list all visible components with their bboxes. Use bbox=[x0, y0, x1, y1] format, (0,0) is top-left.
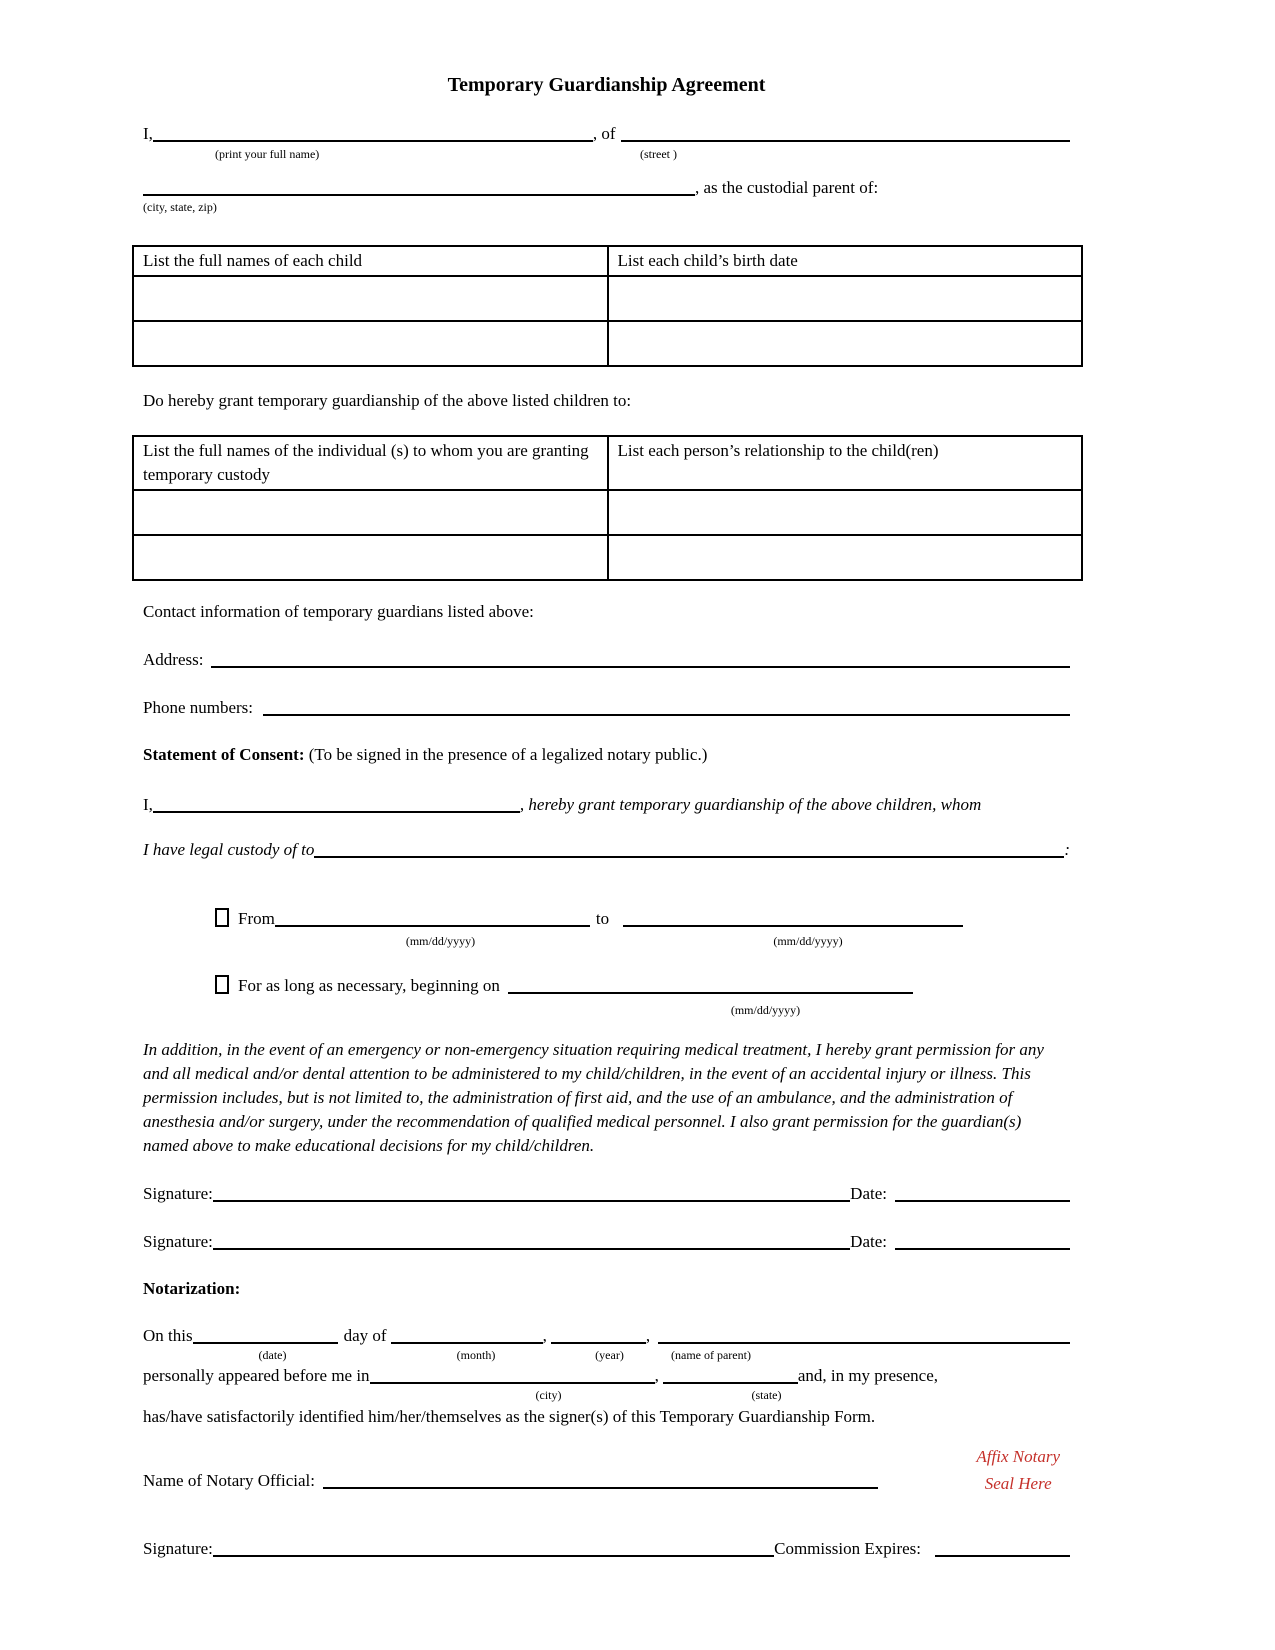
from-label: From bbox=[238, 909, 275, 928]
address-label: Address: bbox=[143, 650, 204, 669]
notarization-heading: Notarization: bbox=[143, 1279, 241, 1298]
signature-date-field[interactable] bbox=[895, 1198, 1070, 1202]
street-hint: (street ) bbox=[640, 147, 677, 161]
notary-city-field[interactable] bbox=[370, 1380, 655, 1384]
notary-year-hint: (year) bbox=[595, 1348, 624, 1362]
comma-separator: , bbox=[654, 1366, 659, 1385]
notary-state-field[interactable] bbox=[663, 1380, 798, 1384]
notary-city-hint: (city) bbox=[535, 1388, 562, 1402]
signature-field[interactable] bbox=[213, 1198, 850, 1202]
child-name-cell[interactable] bbox=[133, 321, 608, 366]
comma-separator: , bbox=[542, 1326, 547, 1345]
page-title: Temporary Guardianship Agreement bbox=[447, 74, 766, 96]
signature-field[interactable] bbox=[213, 1246, 850, 1250]
children-table-header-birthdates: List each child’s birth date bbox=[608, 246, 1083, 276]
intro-of-label: , of bbox=[592, 124, 616, 143]
guardian-name-cell[interactable] bbox=[133, 535, 608, 580]
duration-label: For as long as necessary, beginning on bbox=[238, 976, 500, 995]
presence-label: and, in my presence, bbox=[797, 1366, 939, 1385]
consent-name-field[interactable] bbox=[153, 809, 520, 813]
to-label: to bbox=[595, 909, 610, 928]
guardians-table bbox=[132, 435, 1083, 581]
notary-seal-note bbox=[976, 1443, 1060, 1497]
city-state-zip-hint: (city, state, zip) bbox=[143, 200, 217, 214]
parent-name-field[interactable] bbox=[153, 138, 593, 142]
child-birthdate-cell[interactable] bbox=[608, 276, 1083, 321]
grant-statement: Do hereby grant temporary guardianship of the above listed children to: bbox=[143, 391, 632, 410]
notary-date-hint: (date) bbox=[258, 1348, 287, 1362]
notary-name-field[interactable] bbox=[323, 1485, 878, 1489]
notary-parent-name-hint: (name of parent) bbox=[671, 1348, 751, 1362]
to-date-field[interactable] bbox=[623, 923, 963, 927]
guardian-relationship-cell[interactable] bbox=[608, 490, 1083, 535]
consent-heading-note: (To be signed in the presence of a legalized notary public.) bbox=[304, 745, 708, 764]
notary-month-field[interactable] bbox=[391, 1340, 543, 1344]
children-table bbox=[132, 245, 1083, 367]
on-this-label: On this bbox=[143, 1326, 193, 1345]
commission-expires-field[interactable] bbox=[935, 1553, 1070, 1557]
from-date-field[interactable] bbox=[275, 923, 590, 927]
from-date-hint: (mm/dd/yyyy) bbox=[405, 934, 476, 948]
phone-label: Phone numbers: bbox=[143, 698, 254, 717]
phone-field[interactable] bbox=[263, 712, 1070, 716]
notary-parent-name-field[interactable] bbox=[658, 1340, 1070, 1344]
consent-heading: Statement of Consent: bbox=[143, 745, 305, 764]
custody-colon: : bbox=[1064, 840, 1070, 859]
custody-text: I have legal custody of to bbox=[143, 840, 315, 859]
notary-name-label: Name of Notary Official: bbox=[143, 1471, 315, 1490]
consent-grant-text: , hereby grant temporary guardianship of the above children, whom bbox=[519, 795, 982, 814]
guardians-table-header-relationship: List each person’s relationship to the child(ren) bbox=[608, 436, 1083, 490]
child-birthdate-cell[interactable] bbox=[608, 321, 1083, 366]
notary-seal-line2: Seal Here bbox=[984, 1474, 1052, 1493]
notary-month-hint: (month) bbox=[456, 1348, 496, 1362]
appeared-label: personally appeared before me in bbox=[143, 1366, 370, 1385]
contact-heading: Contact information of temporary guardians listed above: bbox=[143, 602, 534, 621]
custody-guardians-field[interactable] bbox=[314, 854, 1064, 858]
notary-date-field[interactable] bbox=[193, 1340, 338, 1344]
parent-name-hint: (print your full name) bbox=[215, 147, 320, 161]
date-label: Date: bbox=[850, 1184, 887, 1203]
guardian-name-cell[interactable] bbox=[133, 490, 608, 535]
signature-date-field[interactable] bbox=[895, 1246, 1070, 1250]
guardians-table-header-names: List the full names of the individual (s) to whom you are granting temporary custody bbox=[133, 436, 608, 490]
commission-expires-label: Commission Expires: bbox=[774, 1539, 921, 1558]
comma-separator: , bbox=[645, 1326, 651, 1345]
city-state-zip-field[interactable] bbox=[143, 192, 695, 196]
custodial-parent-label: , as the custodial parent of: bbox=[695, 178, 879, 197]
notary-signature-label: Signature: bbox=[143, 1539, 213, 1558]
beginning-date-field[interactable] bbox=[508, 990, 913, 994]
to-date-hint: (mm/dd/yyyy) bbox=[773, 934, 843, 948]
guardian-relationship-cell[interactable] bbox=[608, 535, 1083, 580]
beginning-date-hint: (mm/dd/yyyy) bbox=[730, 1003, 801, 1017]
intro-i-label: I, bbox=[143, 124, 153, 143]
consent-i-label: I, bbox=[143, 795, 153, 814]
identified-statement: has/have satisfactorily identified him/her/themselves as the signer(s) of this Temporary Guardianship Form. bbox=[143, 1407, 876, 1426]
as-long-as-necessary-checkbox[interactable] bbox=[215, 975, 229, 994]
date-label: Date: bbox=[850, 1232, 887, 1251]
notary-state-hint: (state) bbox=[751, 1388, 782, 1402]
notary-signature-field[interactable] bbox=[213, 1553, 774, 1557]
notary-year-field[interactable] bbox=[551, 1340, 646, 1344]
signature-label: Signature: bbox=[143, 1232, 213, 1251]
address-field[interactable] bbox=[211, 664, 1070, 668]
notary-seal-line1: Affix Notary bbox=[976, 1447, 1060, 1466]
from-to-checkbox[interactable] bbox=[215, 908, 229, 927]
signature-label: Signature: bbox=[143, 1184, 213, 1203]
medical-consent-paragraph: In addition, in the event of an emergency or non-emergency situation requiring medical treatment, I hereby grant permission for any and all medical and/or dental attention to be administered to my child/children, in the event of an accidental injury or illness. This permission includes, but is not limited to, the administration of first aid, and the use of an ambulance, and the administration of anesthesia and/or surgery, under the recommendation of qualified medical personnel. I also grant permission for the guardian(s) named above to make educational decisions for my child/children. bbox=[143, 1040, 1044, 1155]
children-table-header-names: List the full names of each child bbox=[133, 246, 608, 276]
child-name-cell[interactable] bbox=[133, 276, 608, 321]
street-field[interactable] bbox=[621, 138, 1070, 142]
day-of-label: day of bbox=[343, 1326, 387, 1345]
